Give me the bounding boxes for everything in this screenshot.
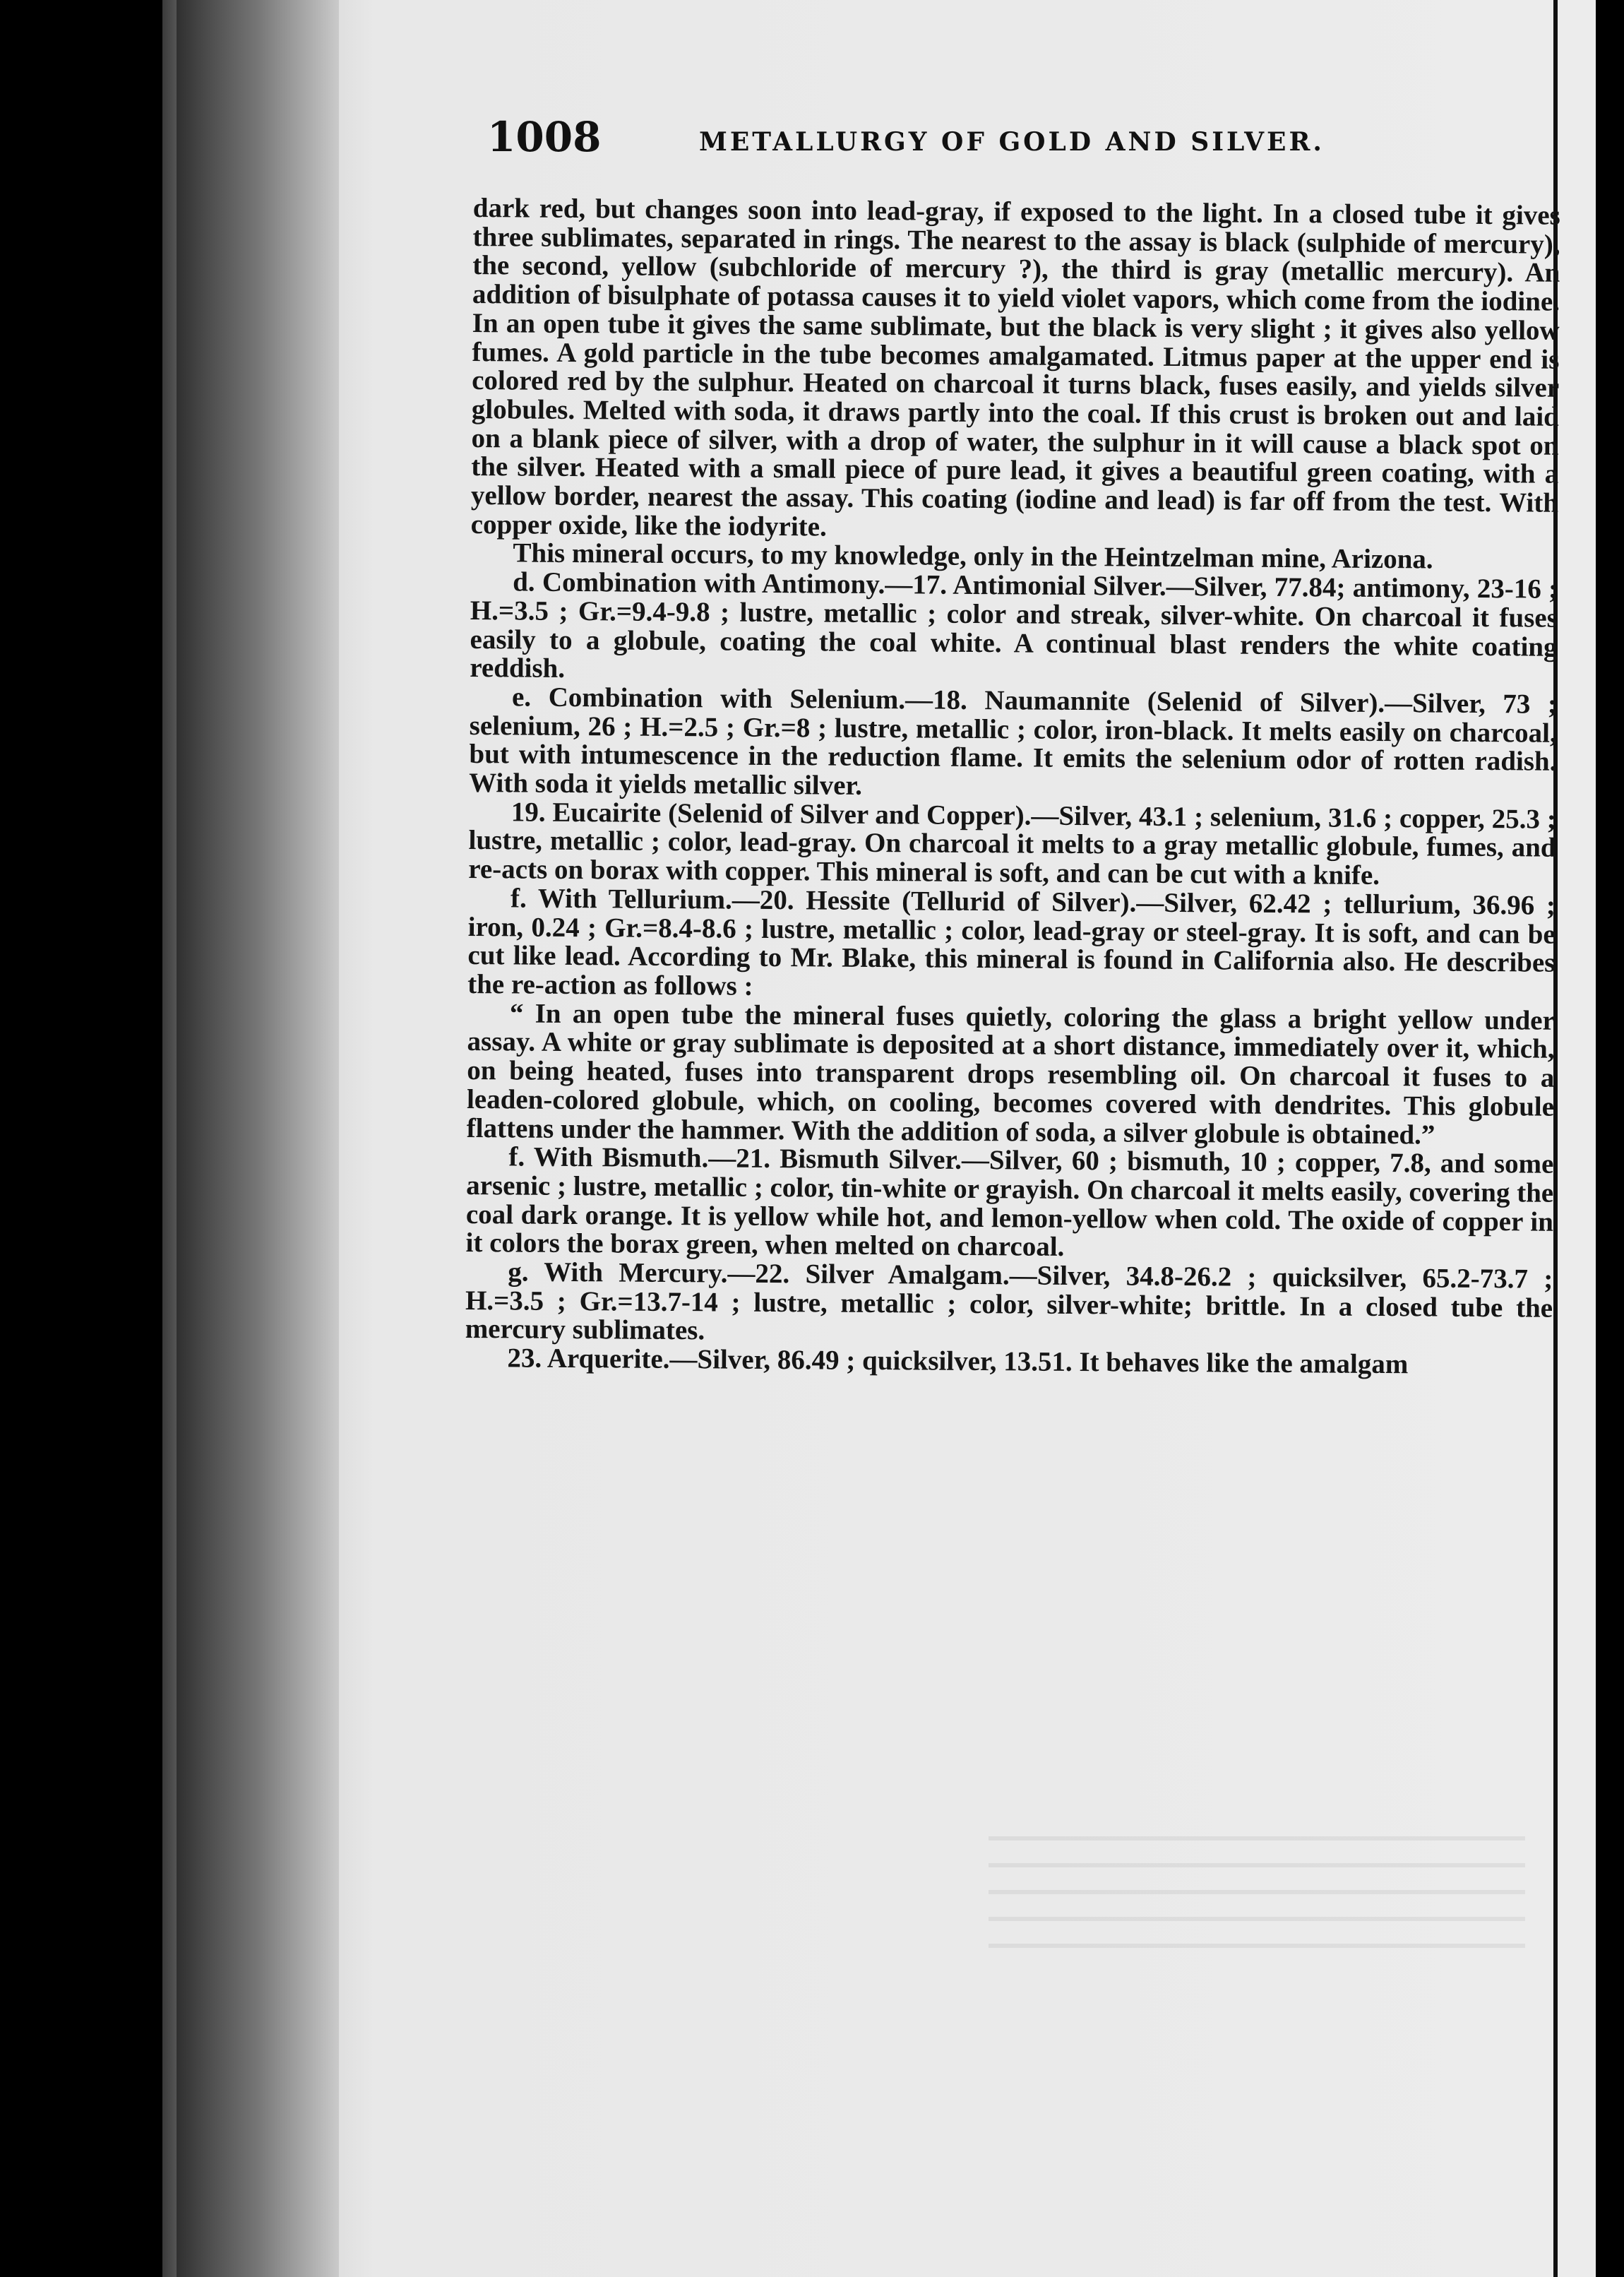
paragraph-silver-amalgam: g. With Mercury.—22. Silver Amalgam.—Silver, 34.8-26.2 ; quicksilver, 65.2-73.7 ; H.=3.5 ; Gr.=13.7-14 ; lustre, metallic ; color, silver-white; brittle. In a closed tube the mercury sublimates. <box>465 1256 1553 1346</box>
running-title: METALLURGY OF GOLD AND SILVER. <box>699 127 1325 157</box>
paragraph-occurrence: This mineral occurs, to my knowledge, only in the Heintzelman mine, Arizona. <box>513 537 1433 575</box>
paragraph-bismuth-silver: f. With Bismuth.—21. Bismuth Silver.—Silver, 60 ; bismuth, 10 ; copper, 7.8, and some arsenic ; lustre, metallic ; color, tin-white or grayish. On charcoal it melts easily, covering the coal dark orange. It is yellow while hot, and lemon-yellow when cold. The oxide of copper in it colors the borax green, when melted on charcoal. <box>465 1141 1554 1263</box>
paragraph-arquerite: 23. Arquerite.—Silver, 86.49 ; quicksilver, 13.51. It behaves like the amalgam <box>507 1343 1409 1380</box>
bleed-through <box>989 1836 1525 1963</box>
paragraph-antimonial-silver: d. Combination with Antimony.—17. Antimonial Silver.—Silver, 77.84; antimony, 23-16 ; H.=3.5 ; Gr.=9.4-9.8 ; lustre, metallic ; color and streak, silver-white. On charcoal it fuses easily to a globule, coating the coal white. A continual blast renders the white coating reddish. <box>470 566 1558 684</box>
paragraph-eucairite: 19. Eucairite (Selenid of Silver and Copper).—Silver, 43.1 ; selenium, 31.6 ; copper, 25.3 ; lustre, metallic ; color, lead-gray. On charcoal it melts to a gray metallic globule, fumes, and re-acts on borax with copper. This mineral is soft, and can be cut with a knife. <box>468 797 1557 891</box>
page-spine-shadow <box>177 0 339 2277</box>
paragraph-blake-quote: “ In an open tube the mineral fuses quietly, coloring the glass a bright yellow under assay. A white or gray sublimate is deposited at a short distance, immediately over it, which, on being heated, fuses into transparent drops resembling oil. On charcoal it fuses to a leaden-colored globule, which, on cooling, becomes covered with dendrites. This globule flattens under the hammer. With the addition of soda, a silver globule is obtained.” <box>466 998 1556 1151</box>
body-text <box>465 194 1560 1381</box>
paragraph-iodyrite-reactions: dark red, but changes soon into lead-gray, if exposed to the light. In a closed tube it gives three sublimates, separated in rings. The nearest to the assay is black (sulphide of mercury), the second, yellow (subchloride of mercury ?), the third is gray (metallic mercury). An addition of bisulphate of potassa causes it to yield violet vapors, which come from the iodine. In an open tube it gives the same sublimate, but the black is very slight ; it gives also yellow fumes. A gold particle in the tube becomes amalgamated. Litmus paper at the upper end is colored red by the sulphur. Heated on charcoal it turns black, fuses easily, and yields silver globules. Melted with soda, it draws partly into the coal. If this crust is broken out and laid on a blank piece of silver, with a drop of water, the sulphur in it will cause a black spot on the silver. Heated with a small piece of pure lead, it gives a beautiful green coating, with a yellow border, nearest the assay. This coating (iodine and lead) is far off from the test. With copper oxide, like the iodyrite. <box>470 193 1560 542</box>
page-number: 1008 <box>487 113 602 161</box>
paragraph-naumannite: e. Combination with Selenium.—18. Naumannite (Selenid of Silver).—Silver, 73 ; selenium, 26 ; H.=2.5 ; Gr.=8 ; lustre, metallic ; color, iron-black. It melts easily on charcoal, but with intumescence in the reduction flame. It emits the selenium odor of rotten radish. With soda it yields metallic silver. <box>469 682 1558 801</box>
paragraph-hessite: f. With Tellurium.—20. Hessite (Tellurid of Silver).—Silver, 62.42 ; tellurium, 36.96 ; iron, 0.24 ; Gr.=8.4-8.6 ; lustre, metallic ; color, lead-gray or steel-gray. It is soft, and can be cut like lead. According to Mr. Blake, this mineral is found in California also. He describes the re-action as follows : <box>467 883 1556 1001</box>
page-header <box>487 113 1377 177</box>
